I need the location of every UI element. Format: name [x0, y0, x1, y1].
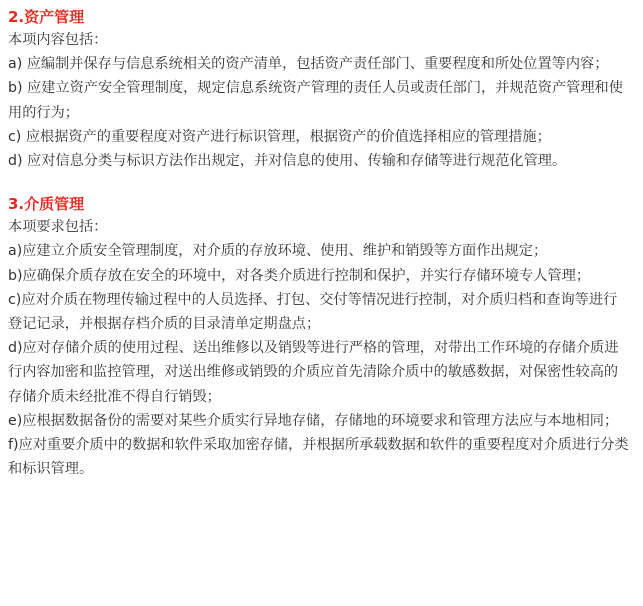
- section-heading: 2.资产管理: [8, 8, 85, 26]
- list-item: d)应对存储介质的使用过程、送出维修以及销毁等进行严格的管理，对带出工作环境的存储介质进行内容加密和监控管理，对送出维修或销毁的介质应首先清除介质中的敏感数据，对保密性较高的存储介质未经批准不得自行销毁；: [8, 340, 619, 405]
- section-media-management: [8, 193, 631, 481]
- list-item: b)应确保介质存放在安全的环境中，对各类介质进行控制和保护，并实行存储环境专人管理；: [8, 267, 591, 284]
- list-item: c)应对介质在物理传输过程中的人员选择、打包、交付等情况进行控制，对介质归档和查询等进行登记记录，并根据存档介质的目录清单定期盘点；: [8, 291, 618, 333]
- section-intro: 本项要求包括：: [8, 219, 108, 236]
- list-item: f)应对重要介质中的数据和软件采取加密存储，并根据所承载数据和软件的重要程度对介质进行分类和标识管理。: [8, 437, 629, 478]
- list-item: b) 应建立资产安全管理制度，规定信息系统资产管理的责任人员或责任部门，并规范资产管理和使用的行为；: [8, 80, 623, 121]
- list-item: a)应建立介质安全管理制度，对介质的存放环境、使用、维护和销毁等方面作出规定；: [8, 243, 548, 260]
- section-heading: 3.介质管理: [8, 195, 85, 214]
- list-item: d) 应对信息分类与标识方法作出规定，并对信息的使用、传输和存储等进行规范化管理。: [8, 153, 567, 170]
- list-item: c) 应根据资产的重要程度对资产进行标识管理，根据资产的价值选择相应的管理措施；: [8, 128, 551, 145]
- list-item: a) 应编制并保存与信息系统相关的资产清单，包括资产责任部门、重要程度和所处位置等内容；: [8, 56, 609, 73]
- list-item: e)应根据数据备份的需要对某些介质实行异地存储，存储地的环境要求和管理方法应与本地相同；: [8, 412, 619, 429]
- section-intro: 本项内容包括：: [8, 32, 108, 48]
- section-asset-management: [8, 6, 631, 173]
